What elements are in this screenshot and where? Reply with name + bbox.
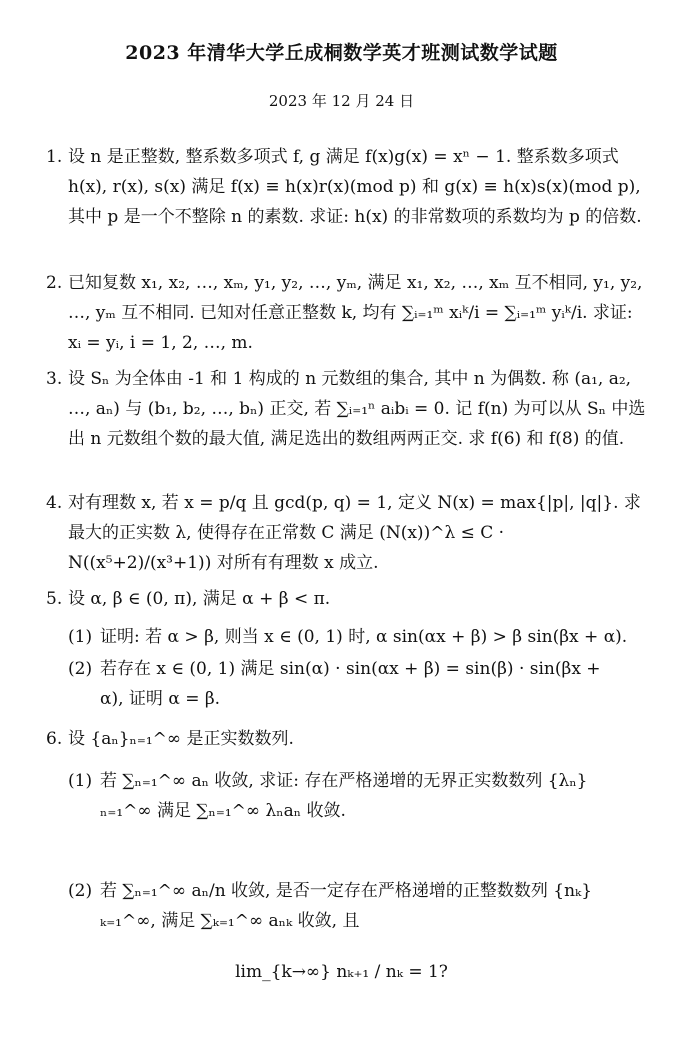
subproblem-number: (1) bbox=[68, 771, 93, 791]
problem-text: 设 α, β ∈ (0, π), 满足 α + β < π. bbox=[68, 589, 331, 609]
subproblem-text: 证明: 若 α > β, 则当 x ∈ (0, 1) 时, α sin(αx + β) > β sin(βx + α). bbox=[100, 627, 628, 647]
subproblem-text: 若 ∑ₙ₌₁^∞ aₙ/n 收敛, 是否一定存在严格递增的正整数数列 {nₖ}ₖ₌₁^∞, 满足 ∑ₖ₌₁^∞ aₙₖ 收敛, 且 bbox=[100, 881, 593, 931]
subproblem-number: (2) bbox=[68, 881, 93, 901]
subproblem-number: (2) bbox=[68, 659, 93, 679]
problem-text: 对有理数 x, 若 x = p/q 且 gcd(p, q) = 1, 定义 N(x) = max{|p|, |q|}. 求最大的正实数 λ, 使得存在正常数 C 满足 (N(x))^λ ≤ C · N((x⁵+2)/(x³+1)) 对所有有理数 x 成立. bbox=[68, 493, 641, 573]
problem-2 bbox=[46, 268, 646, 358]
problem-3 bbox=[46, 364, 646, 454]
problem-6-part-1 bbox=[68, 766, 628, 826]
problem-number: 2. bbox=[46, 273, 63, 293]
exam-title: 2023 年清华大学丘成桐数学英才班测试数学试题 bbox=[125, 42, 558, 64]
problem-1 bbox=[46, 142, 646, 232]
problem-number: 4. bbox=[46, 493, 63, 513]
problem-4 bbox=[46, 488, 646, 578]
problem-text: 设 n 是正整数, 整系数多项式 f, g 满足 f(x)g(x) = xⁿ − 1. 整系数多项式 h(x), r(x), s(x) 满足 f(x) ≡ h(x)r(x)(mod p) 和 g(x) ≡ h(x)s(x)(mod p), 其中 p 是一个不整除 n 的素数. 求证: h(x) 的非常数项的系数均为 p 的倍数. bbox=[68, 147, 642, 227]
problem-5-part-2 bbox=[68, 654, 628, 714]
problem-5-part-1 bbox=[68, 622, 628, 652]
problem-number: 3. bbox=[46, 369, 63, 389]
problem-text: 设 Sₙ 为全体由 -1 和 1 构成的 n 元数组的集合, 其中 n 为偶数. 称 (a₁, a₂, …, aₙ) 与 (b₁, b₂, …, bₙ) 正交, 若 ∑ᵢ₌₁ⁿ aᵢbᵢ = 0. 记 f(n) 为可以从 Sₙ 中选出 n 元数组个数的最大值, 满足选出的数组两两正交. 求 f(6) 和 f(8) 的值. bbox=[68, 369, 646, 449]
problem-number: 6. bbox=[46, 729, 63, 749]
problem-5 bbox=[46, 584, 646, 614]
problem-number: 5. bbox=[46, 589, 63, 609]
problem-text: 已知复数 x₁, x₂, …, xₘ, y₁, y₂, …, yₘ, 满足 x₁, x₂, …, xₘ 互不相同, y₁, y₂, …, yₘ 互不相同. 已知对任意正整数 k, 均有 ∑ᵢ₌₁ᵐ xᵢᵏ/i = ∑ᵢ₌₁ᵐ yᵢᵏ/i. 求证: xᵢ = yᵢ, i = 1, 2, …, m. bbox=[68, 273, 643, 353]
subproblem-text: 若存在 x ∈ (0, 1) 满足 sin(α) · sin(αx + β) = sin(β) · sin(βx + α), 证明 α = β. bbox=[100, 659, 601, 709]
problem-6 bbox=[46, 724, 646, 754]
subproblem-number: (1) bbox=[68, 627, 93, 647]
problem-6-part-2 bbox=[68, 876, 628, 936]
subproblem-text: 若 ∑ₙ₌₁^∞ aₙ 收敛, 求证: 存在严格递增的无界正实数数列 {λₙ}ₙ₌₁^∞ 满足 ∑ₙ₌₁^∞ λₙaₙ 收敛. bbox=[100, 771, 588, 821]
problem-text: 设 {aₙ}ₙ₌₁^∞ 是正实数数列. bbox=[68, 729, 294, 749]
problem-number: 1. bbox=[46, 147, 63, 167]
limit-equation: lim_{k→∞} nₖ₊₁ / nₖ = 1? bbox=[235, 962, 448, 982]
exam-date: 2023 年 12 月 24 日 bbox=[268, 92, 415, 110]
